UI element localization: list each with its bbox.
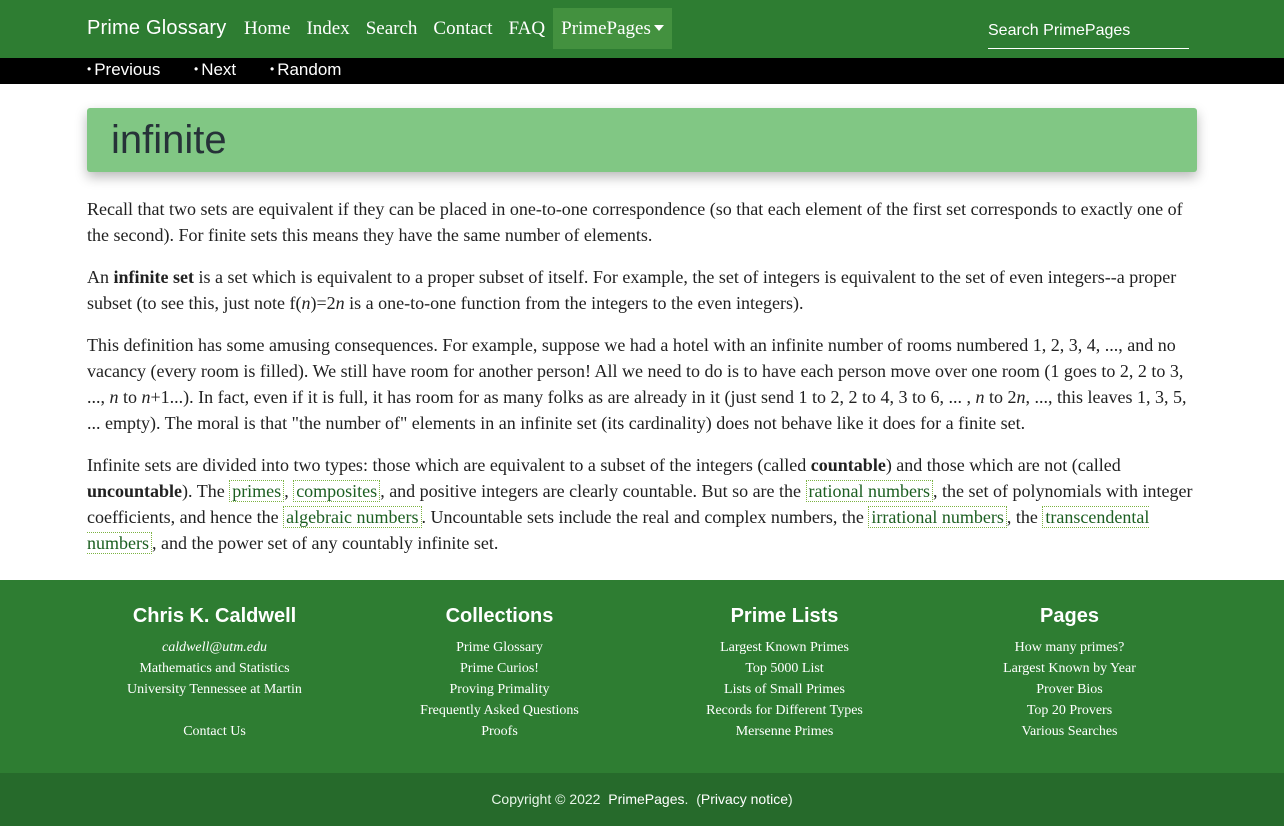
footer-col-prime-lists bbox=[642, 604, 927, 742]
footer-col-author bbox=[72, 604, 357, 742]
term-countable: countable bbox=[810, 455, 886, 475]
paragraph-1: Recall that two sets are equivalent if they can be placed in one-to-one correspondence (so that each element of the first set corresponds to exactly one of the second). For finite sets this means they have the same number of elements. bbox=[87, 199, 1183, 245]
var-n: n bbox=[301, 293, 311, 313]
text: , bbox=[284, 481, 294, 501]
previous-label: Previous bbox=[94, 60, 161, 79]
random-link[interactable] bbox=[270, 60, 341, 80]
var-n: n bbox=[975, 387, 985, 407]
text: . Uncountable sets include the real and complex numbers, the bbox=[421, 507, 869, 527]
footer-contact-link[interactable]: Contact Us bbox=[183, 724, 246, 739]
article-body bbox=[87, 196, 1199, 572]
footer-link[interactable]: Lists of Small Primes bbox=[724, 682, 845, 697]
text: An bbox=[87, 267, 114, 287]
footer-link[interactable]: Proofs bbox=[481, 724, 518, 739]
title-banner bbox=[87, 108, 1197, 172]
text: , the set of polynomials with integer coefficients, and hence the bbox=[87, 481, 1193, 527]
paragraph-4 bbox=[87, 452, 1199, 556]
footer-link[interactable]: Records for Different Types bbox=[706, 703, 863, 718]
top-navbar bbox=[0, 0, 1284, 58]
nav-search[interactable]: Search bbox=[365, 18, 418, 39]
footer-link[interactable]: Prover Bios bbox=[1036, 682, 1103, 697]
text: ) and those which are not (called bbox=[885, 455, 1121, 475]
glossary-subnav bbox=[0, 58, 1284, 84]
glossary-link-rational-numbers[interactable]: rational numbers bbox=[806, 480, 933, 502]
glossary-link-irrational-numbers[interactable]: irrational numbers bbox=[868, 506, 1006, 528]
footer-heading-collections: Collections bbox=[445, 605, 554, 627]
term-infinite-set: infinite set bbox=[113, 267, 194, 287]
footer-link[interactable]: Top 20 Provers bbox=[1026, 703, 1113, 718]
search-input[interactable] bbox=[988, 13, 1189, 49]
text: is a set which is equivalent to a proper subset of itself. For example, the set of integers is equivalent to the set of even integers--a proper subset (to see this, just note f( bbox=[87, 267, 1177, 313]
brand-title[interactable]: Prime Glossary bbox=[87, 17, 227, 39]
glossary-link-algebraic-numbers[interactable]: algebraic numbers bbox=[283, 506, 421, 528]
footer-dept: Mathematics and Statistics bbox=[139, 661, 290, 676]
var-n: n bbox=[335, 293, 345, 313]
nav-primepages-label: PrimePages bbox=[561, 18, 651, 39]
text: to 2 bbox=[984, 387, 1017, 407]
footer-link[interactable]: Top 5000 List bbox=[745, 661, 824, 676]
footer-heading-prime-lists: Prime Lists bbox=[730, 605, 839, 627]
footer-link[interactable]: Mersenne Primes bbox=[735, 724, 834, 739]
footer-link[interactable]: Largest Known Primes bbox=[720, 640, 849, 655]
footer-col-collections bbox=[357, 604, 642, 742]
primepages-link[interactable]: PrimePages bbox=[608, 791, 685, 807]
caret-down-icon bbox=[654, 25, 664, 31]
text: is a one-to-one function from the integers to the even integers). bbox=[344, 293, 804, 313]
footer-link[interactable]: Various Searches bbox=[1021, 724, 1118, 739]
text: , and positive integers are clearly countable. But so are the bbox=[380, 481, 806, 501]
var-n: n bbox=[1016, 387, 1026, 407]
text: This definition has some amusing consequences. For example, suppose we had a hotel with an infinite number of rooms numbered 1, 2, 3, 4, ..., and no vacancy (every room is filled). We still have room for another person! All we need to do is to have each person move over one room (1 goes to 2, 2 to 3, ..., bbox=[87, 335, 1184, 407]
bullet-icon: • bbox=[87, 62, 92, 76]
random-label: Random bbox=[277, 60, 342, 79]
copyright-text: Copyright © 2022 bbox=[491, 791, 601, 807]
punct: ) bbox=[788, 791, 793, 807]
text: , the bbox=[1006, 507, 1043, 527]
footer-heading-pages: Pages bbox=[1040, 605, 1099, 627]
nav-contact[interactable]: Contact bbox=[433, 18, 493, 39]
text: Infinite sets are divided into two types: those which are equivalent to a subset of the integers (called bbox=[87, 455, 811, 475]
var-n: n bbox=[141, 387, 151, 407]
next-link[interactable] bbox=[194, 60, 236, 80]
next-label: Next bbox=[201, 60, 237, 79]
footer-link[interactable]: Prime Glossary bbox=[456, 640, 543, 655]
punct: ( bbox=[696, 791, 701, 807]
footer-heading-author: Chris K. Caldwell bbox=[132, 605, 297, 627]
copyright-bar bbox=[0, 773, 1284, 826]
glossary-link-transcendental-numbers[interactable]: transcendental numbers bbox=[87, 507, 1150, 553]
glossary-link-primes[interactable]: primes bbox=[229, 480, 284, 502]
nav-home[interactable]: Home bbox=[244, 18, 291, 39]
paragraph-2 bbox=[87, 264, 1199, 316]
text: +1...). In fact, even if it is full, it has room for as many folks as are already in it (just send 1 to 2, 2 to 4, 3 to 6, ... , bbox=[150, 387, 976, 407]
nav-faq[interactable]: FAQ bbox=[508, 18, 546, 39]
footer bbox=[0, 580, 1284, 773]
page-title: infinite bbox=[111, 118, 227, 162]
text: , ..., this leaves 1, 3, 5, ... empty). The moral is that "the number of" elements in an infinite set (its cardinality) does not behave like it does for a finite set. bbox=[87, 387, 1187, 433]
nav-primepages-dropdown[interactable] bbox=[553, 8, 672, 49]
footer-link[interactable]: Frequently Asked Questions bbox=[420, 703, 579, 718]
nav-links bbox=[236, 8, 672, 49]
var-n: n bbox=[109, 387, 119, 407]
text: )=2 bbox=[310, 293, 336, 313]
footer-col-pages bbox=[927, 604, 1212, 742]
glossary-link-composites[interactable]: composites bbox=[293, 480, 380, 502]
nav-index[interactable]: Index bbox=[306, 18, 350, 39]
bullet-icon: • bbox=[194, 62, 199, 76]
footer-link[interactable]: Proving Primality bbox=[449, 682, 550, 697]
footer-link[interactable]: Largest Known by Year bbox=[1003, 661, 1136, 676]
privacy-notice-link[interactable]: Privacy notice bbox=[700, 791, 789, 807]
footer-link[interactable]: Prime Curios! bbox=[460, 661, 539, 676]
paragraph-3 bbox=[87, 332, 1199, 436]
term-uncountable: uncountable bbox=[87, 481, 183, 501]
footer-university: University Tennessee at Martin bbox=[127, 682, 302, 697]
punct: . bbox=[684, 791, 689, 807]
previous-link[interactable] bbox=[87, 60, 160, 80]
text: ). The bbox=[182, 481, 230, 501]
bullet-icon: • bbox=[270, 62, 275, 76]
text: to bbox=[118, 387, 142, 407]
spacer bbox=[72, 700, 357, 721]
footer-link[interactable]: How many primes? bbox=[1014, 640, 1125, 655]
text: , and the power set of any countably infinite set. bbox=[152, 533, 499, 553]
footer-email-link[interactable]: caldwell@utm.edu bbox=[161, 640, 268, 655]
